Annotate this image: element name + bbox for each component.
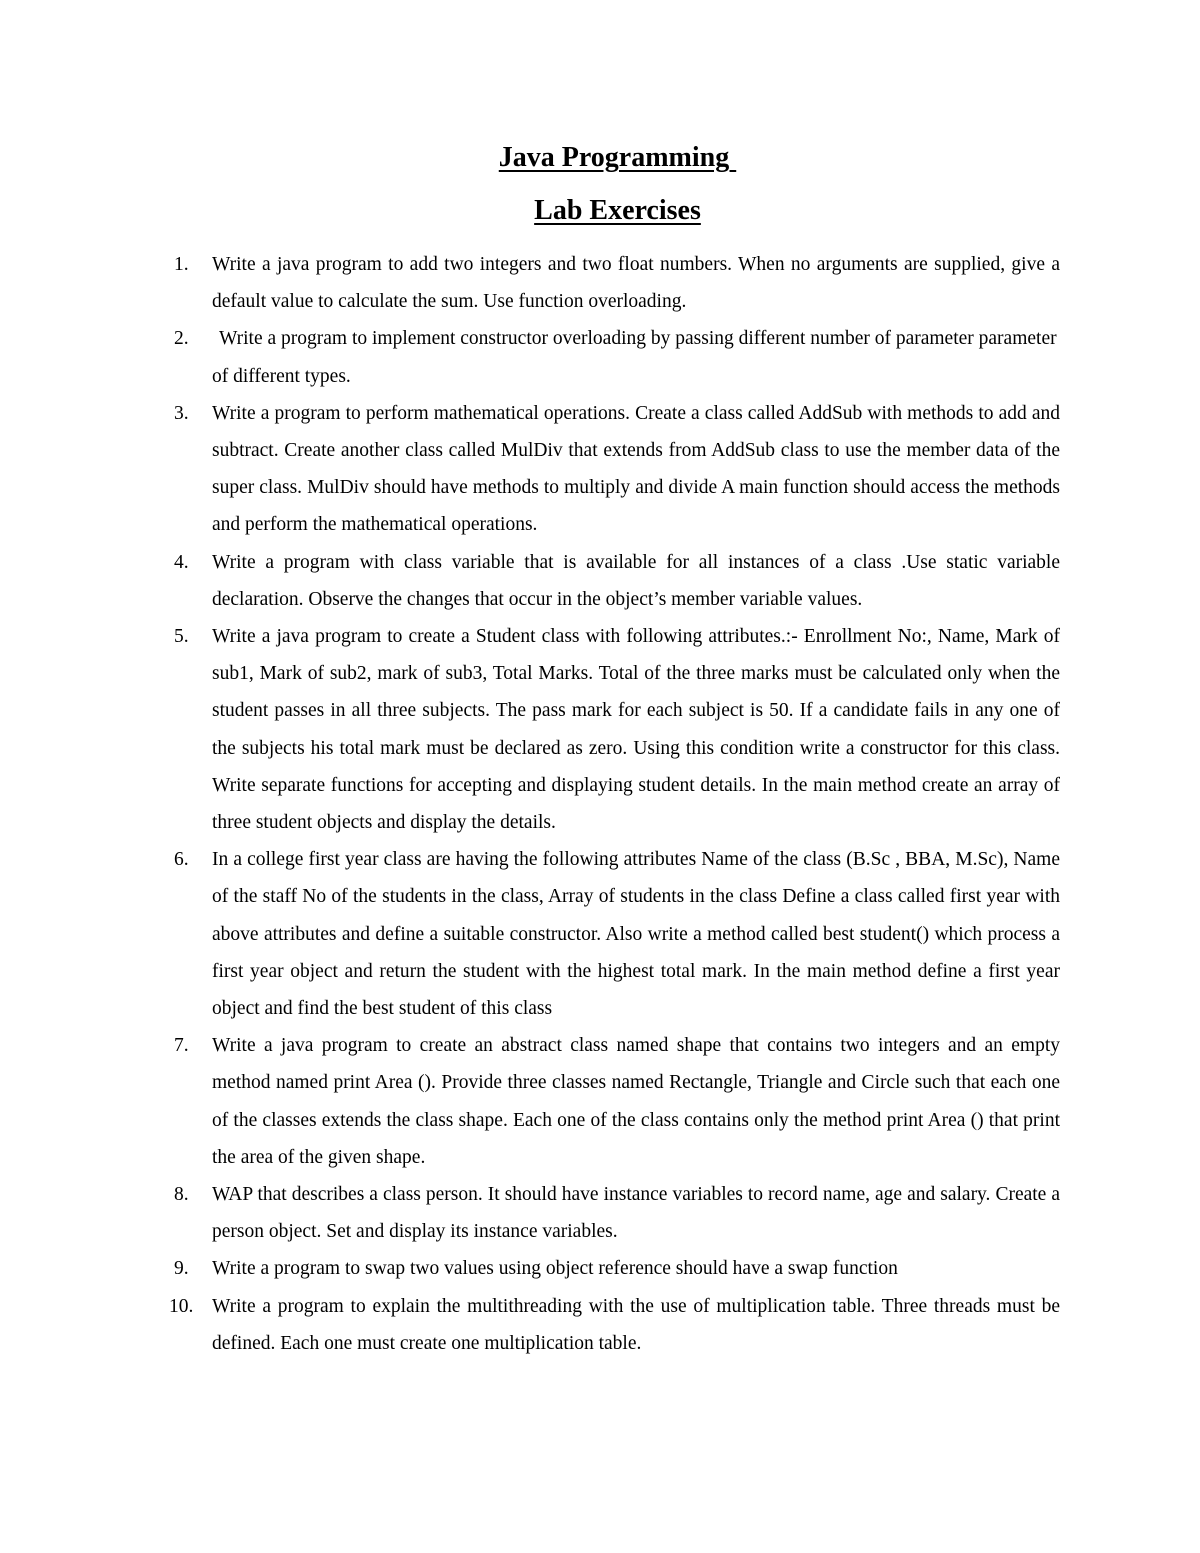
- exercise-number: 10.: [169, 1295, 194, 1317]
- exercise-text: WAP that describes a class person. It should have instance variables to record name, age and salary. Create a person object. Set and display its instance variables.: [212, 1184, 1060, 1243]
- exercise-number: 6.: [174, 849, 189, 871]
- exercise-text: Write a program to explain the multithreading with the use of multiplication table. Three threads must be defined. Each one must create one multiplication table.: [212, 1295, 1060, 1354]
- exercise-number: 1.: [174, 254, 189, 275]
- exercise-item-6: [160, 841, 1060, 1027]
- exercise-item-4: [160, 544, 1060, 618]
- exercise-text: Write a java program to add two integers and two float numbers. When no arguments are supplied, give a default value to calculate the sum. Use function overloading.: [212, 254, 1060, 313]
- exercise-text: Write a program with class variable that is available for all instances of a class .Use static variable declaration. Observe the changes that occur in the object’s member variable values.: [212, 551, 1060, 610]
- exercise-number: 7.: [174, 1035, 189, 1057]
- exercise-text: Write a program to implement constructor overloading by passing different number of parameter parameter of different types.: [212, 328, 1057, 387]
- exercise-text: Write a program to perform mathematical operations. Create a class called AddSub with methods to add and subtract. Create another class called MulDiv that extends from AddSub class to use the member data of the super class. MulDiv should have methods to multiply and divide A main function should access the methods and perform the mathematical operations.: [212, 402, 1060, 536]
- exercise-number: 3.: [174, 402, 189, 424]
- document-subtitle: Lab Exercises: [534, 195, 701, 226]
- exercise-text: Write a java program to create an abstract class named shape that contains two integers and an empty method named print Area (). Provide three classes named Rectangle, Triangle and Circle such that each one of the classes extends the class shape. Each one of the class contains only the method print Area () that print the area of the given shape.: [212, 1035, 1060, 1168]
- exercise-item-3: [160, 395, 1060, 544]
- exercise-item-9: [160, 1250, 1060, 1287]
- exercise-item-8: [160, 1176, 1060, 1250]
- exercise-item-1: [160, 246, 1060, 320]
- exercise-number: 4.: [174, 551, 189, 573]
- exercise-item-5: [160, 618, 1060, 841]
- exercise-item-2: [160, 320, 1060, 394]
- exercise-number: 9.: [174, 1258, 189, 1280]
- exercise-text: Write a java program to create a Student class with following attributes.:- Enrollment No:, Name, Mark of sub1, Mark of sub2, mark of sub3, Total Marks. Total of the three marks must be calculated only when the student passes in all three subjects. The pass mark for each subject is 50. If a candidate fails in any one of the subjects his total mark must be declared as zero. Using this condition write a constructor for this class. Write separate functions for accepting and displaying student details. In the main method create an array of three student objects and display the details.: [212, 626, 1060, 834]
- exercise-item-7: [160, 1027, 1060, 1176]
- document-title: Java Programming: [498, 142, 737, 173]
- exercise-number: 2.: [174, 328, 189, 350]
- exercise-text: In a college first year class are having the following attributes Name of the class (B.Sc , BBA, M.Sc), Name of the staff No of the students in the class, Array of students in the class Define a class called first year with above attributes and define a suitable constructor. Also write a method called best student() which process a first year object and return the student with the highest total mark. In the main method define a first year object and find the best student of this class: [212, 849, 1060, 1020]
- exercise-text: Write a program to swap two values using object reference should have a swap function: [212, 1258, 898, 1280]
- exercise-number: 8.: [174, 1184, 189, 1206]
- exercise-list: [160, 246, 1060, 1362]
- exercise-number: 5.: [174, 626, 189, 648]
- exercise-item-10: [160, 1288, 1060, 1362]
